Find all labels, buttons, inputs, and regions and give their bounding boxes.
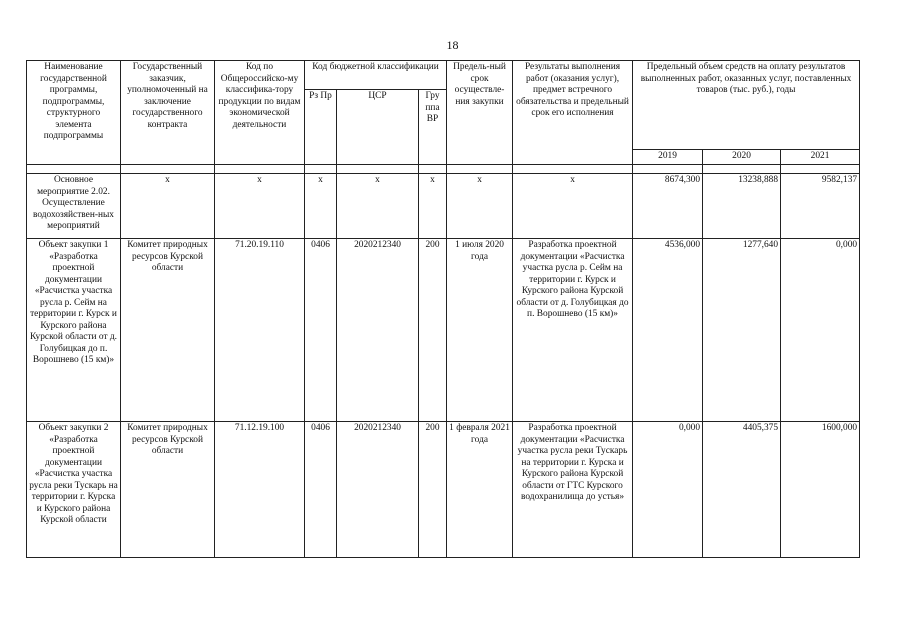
cell-deadline: 1 февраля 2021 года — [447, 422, 513, 558]
header-budget-code: Код бюджетной классификации — [305, 61, 447, 90]
cell-2021: 9582,137 — [781, 174, 860, 239]
cell-2019: 0,000 — [633, 422, 703, 558]
spacer-cell — [419, 165, 447, 174]
cell-2019: 8674,300 — [633, 174, 703, 239]
cell-rz-pr: 0406 — [305, 422, 337, 558]
cell-2021: 0,000 — [781, 239, 860, 422]
table-row-main-activity — [27, 174, 860, 239]
cell-vr: х — [419, 174, 447, 239]
spacer-row — [27, 165, 860, 174]
cell-csr: 2020212340 — [337, 422, 419, 558]
cell-csr: 2020212340 — [337, 239, 419, 422]
cell-okpd: 71.20.19.110 — [215, 239, 305, 422]
header-funds: Предельный объем средств на оплату результатов выполненных работ, оказанных услуг, поставленных товаров (тыс. руб.), годы — [633, 61, 860, 150]
table-row-object-1 — [27, 239, 860, 422]
header-customer: Государственный заказчик, уполномоченный на заключение государственного контракта — [121, 61, 215, 165]
header-deadline: Предель-ный срок осуществле-ния закупки — [447, 61, 513, 165]
cell-2019: 4536,000 — [633, 239, 703, 422]
cell-name: Объект закупки 2 «Разработка проектной документации «Расчистка участка русла реки Тускарь на территории г. Курска и Курского района Курской области — [27, 422, 121, 558]
cell-vr: 200 — [419, 422, 447, 558]
cell-results: х — [513, 174, 633, 239]
header-results: Результаты выполнения работ (оказания услуг), предмет встречного обязательства и предельный срок его исполнения — [513, 61, 633, 165]
cell-2020: 4405,375 — [703, 422, 781, 558]
header-year-2019: 2019 — [633, 150, 703, 165]
spacer-cell — [447, 165, 513, 174]
header-okpd: Код по Общероссийско-му классифика-тору продукции по видам экономической деятельности — [215, 61, 305, 165]
header-name: Наименование государственной программы, подпрограммы, структурного элемента подпрограммы — [27, 61, 121, 165]
spacer-cell — [337, 165, 419, 174]
spacer-cell — [781, 165, 860, 174]
cell-customer: Комитет природных ресурсов Курской области — [121, 422, 215, 558]
header-year-2020: 2020 — [703, 150, 781, 165]
header-rz-pr: Рз Пр — [305, 90, 337, 165]
spacer-cell — [513, 165, 633, 174]
header-row-1 — [27, 61, 860, 90]
table-row-object-2 — [27, 422, 860, 558]
spacer-cell — [27, 165, 121, 174]
spacer-cell — [305, 165, 337, 174]
cell-okpd: х — [215, 174, 305, 239]
procurement-table — [26, 60, 860, 558]
cell-results: Разработка проектной документации «Расчистка участка русла р. Сейм на территории г. Курск и Курского района Курской области от д. Голубицкая до п. Ворошнево (15 км)» — [513, 239, 633, 422]
cell-2020: 13238,888 — [703, 174, 781, 239]
cell-vr: 200 — [419, 239, 447, 422]
cell-name: Объект закупки 1 «Разработка проектной документации «Расчистка участка русла р. Сейм на территории г. Курск и Курского района Курской области от д. Голубицкая до п. Ворошнево (15 км)» — [27, 239, 121, 422]
cell-customer: Комитет природных ресурсов Курской области — [121, 239, 215, 422]
header-csr: ЦСР — [337, 90, 419, 165]
cell-rz-pr: 0406 — [305, 239, 337, 422]
spacer-cell — [633, 165, 703, 174]
cell-results: Разработка проектной документации «Расчистка участка русла реки Тускарь на территории г. Курска и Курского района Курской области от ГТС Курского водохранилища до устья» — [513, 422, 633, 558]
cell-2020: 1277,640 — [703, 239, 781, 422]
spacer-cell — [703, 165, 781, 174]
cell-customer: х — [121, 174, 215, 239]
header-group-vr: Гру ппа ВР — [419, 90, 447, 165]
spacer-cell — [215, 165, 305, 174]
cell-deadline: х — [447, 174, 513, 239]
cell-rz-pr: х — [305, 174, 337, 239]
header-year-2021: 2021 — [781, 150, 860, 165]
cell-okpd: 71.12.19.100 — [215, 422, 305, 558]
cell-name: Основное мероприятие 2.02. Осуществление водохозяйствен-ных мероприятий — [27, 174, 121, 239]
page-number: 18 — [446, 38, 459, 52]
cell-deadline: 1 июля 2020 года — [447, 239, 513, 422]
spacer-cell — [121, 165, 215, 174]
cell-csr: х — [337, 174, 419, 239]
cell-2021: 1600,000 — [781, 422, 860, 558]
